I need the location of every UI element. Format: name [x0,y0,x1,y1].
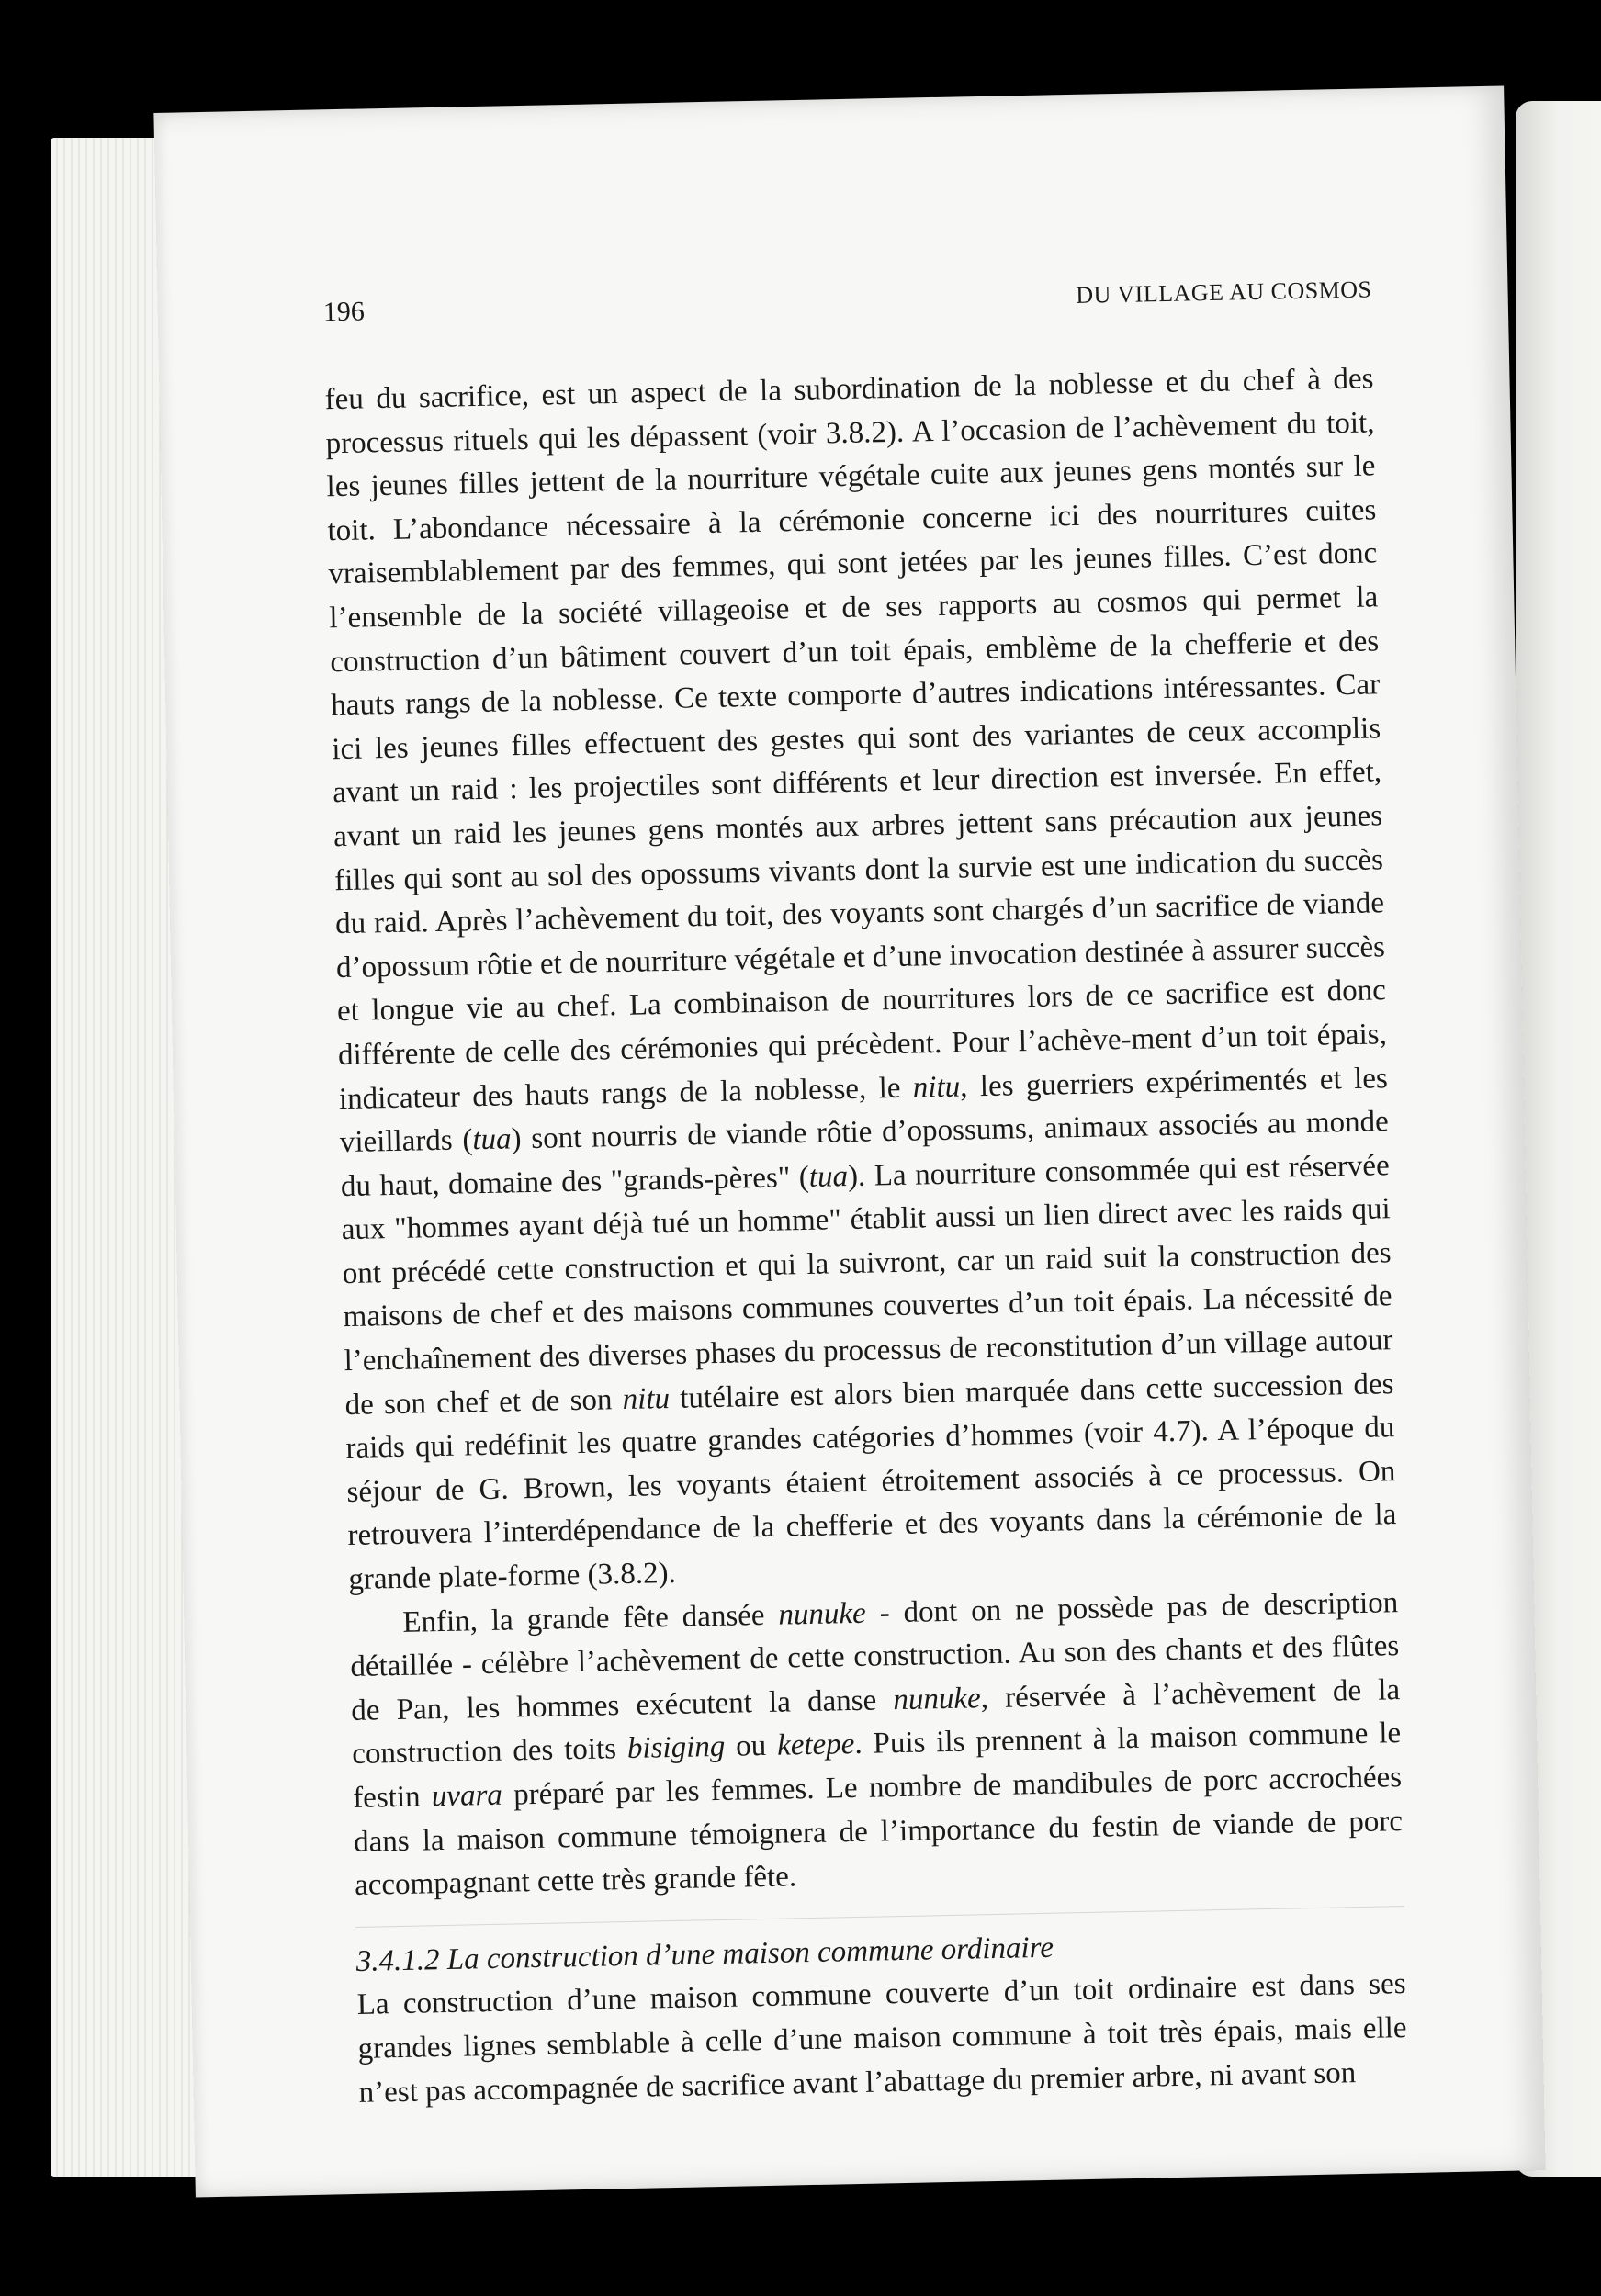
paragraph-2: Enfin, la grande fête dansée nunuke - dont on ne possède pas de description détaillée - célèbre l’achèvement de cette construction. Au son des chants et des flûtes de Pan, les hommes exécutent la danse nunuke, réservée à l’achèvement de la construction des toits bisiging ou ketepe. Puis ils prennent à la maison commune le festin uvara préparé par les femmes. Le nombre de mandibules de porc accrochées dans la maison commune témoignera de l’importance du festin de viande de porc accompagnant cette très grande fête. [350,1585,1404,1903]
section-heading: 3.4.1.2 La construction d’une maison commune ordinaire [355,1930,1054,1978]
running-title: DU VILLAGE AU COSMOS [1075,276,1372,309]
running-head [322,272,1372,330]
page-number: 196 [322,296,366,328]
book-page [153,85,1545,2197]
body-text [324,357,1408,2115]
paragraph-1: feu du sacrifice, est un aspect de la subordination de la noblesse et du chef à des processus rituels qui les dépassent (voir 3.8.2). A l’occasion de l’achèvement du toit, les jeunes filles jettent de la nourriture végétale cuite aux jeunes gens montés sur le toit. L’abondance nécessaire à la cérémonie concerne ici des nourritures cuites vraisemblablement par des femmes, qui sont jetées par les jeunes filles. C’est donc l’ensemble de la société villageoise et de ses rapports au cosmos qui permet la construction d’un bâtiment couvert d’un toit épais, emblème de la chefferie et des hauts rangs de la noblesse. Ce texte comporte d’autres indications intéressantes. Car ici les jeunes filles effectuent des gestes qui sont des variantes de ceux accomplis avant un raid : les projectiles sont différents et leur direction est inversée. En effet, avant un raid les jeunes gens montés aux arbres jettent sans précaution aux jeunes filles qui sont au sol des opossums vivants dont la survie est une indication du succès du raid. Après l’achèvement du toit, des voyants sont chargés d’un sacrifice de viande d’opossum rôtie et de nourriture végétale et d’une invocation destinée à assurer succès et longue vie au chef. La combinaison de nourritures lors de ce sacrifice est donc différente de celle des cérémonies qui précèdent. Pour l’achève-ment d’un toit épais, indicateur des hauts rangs de la noblesse, le nitu, les guerriers expérimentés et les vieillards (tua) sont nourris de viande rôtie d’opossums, animaux associés au monde du haut, domaine des "grands-pères" (tua). La nourriture consommée qui est réservée aux "hommes ayant déjà tué un homme" établit aussi un lien direct avec les raids qui ont précédé cette construction et qui la suivront, car un raid suit la construction des maisons de chef et des maisons communes couvertes d’un toit épais. La nécessité de l’enchaînement des diverses phases du processus de reconstitution d’un village autour de son chef et de son nitu tutélaire est alors bien marquée dans cette succession des raids qui redéfinit les quatre grandes catégories d’hommes (voir 4.7). A l’époque du séjour de G. Brown, les voyants étaient étroitement associés à ce processus. On retrouvera l’interdépendance de la chefferie et des voyants dans la cérémonie de la grande plate-forme (3.8.2). [324,362,1397,1597]
section-paragraph: La construction d’une maison commune couverte d’un toit ordinaire est dans ses grandes lignes semblable à celle d’une maison commune à toit très épais, mais elle n’est pas accompagnée de sacrifice avant l’abattage du premier arbre, ni avant son [356,1967,1407,2110]
